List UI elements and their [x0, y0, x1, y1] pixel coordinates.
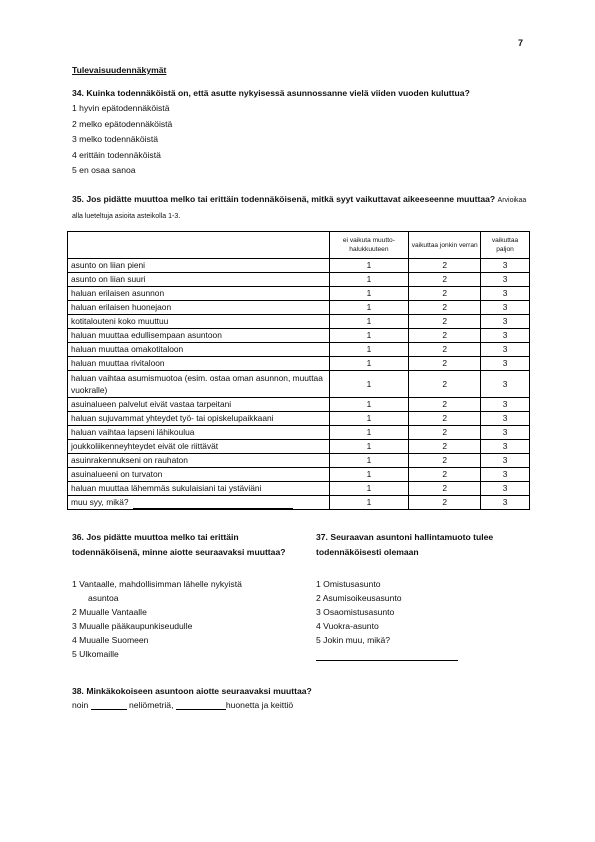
question-37-title: 37. Seuraavan asuntoni hallintamuoto tulee todennäköisesti olemaan — [316, 532, 494, 557]
reason-label: asuinalueeni on turvaton — [68, 468, 330, 482]
reason-label: haluan sujuvammat yhteydet työ- tai opiskelupaikkaani — [68, 412, 330, 426]
table-row — [68, 412, 530, 426]
rating-option-3[interactable]: 3 — [481, 371, 530, 398]
table-row — [68, 496, 530, 510]
q36-option[interactable]: 3 Muualle pääkaupunkiseudulle — [72, 621, 193, 631]
rating-option-3[interactable]: 3 — [481, 468, 530, 482]
rating-option-1[interactable]: 1 — [329, 371, 409, 398]
rating-option-1[interactable]: 1 — [329, 357, 409, 371]
question-36-title: 36. Jos pidätte muuttoa melko tai erittäin todennäköisenä, minne aiotte seuraavaksi muuttaa? — [72, 532, 286, 557]
table-row — [68, 454, 530, 468]
q37-option[interactable]: 5 Jokin muu, mikä? — [316, 635, 391, 645]
rating-option-2[interactable]: 2 — [409, 329, 481, 343]
rating-option-3[interactable]: 3 — [481, 343, 530, 357]
rating-option-2[interactable]: 2 — [409, 287, 481, 301]
rating-option-1[interactable]: 1 — [329, 468, 409, 482]
table-row — [68, 273, 530, 287]
q34-option[interactable]: 5 en osaa sanoa — [72, 165, 136, 175]
table-header-col2: vaikuttaa jonkin verran — [409, 232, 481, 259]
reason-label: asunto on liian suuri — [68, 273, 330, 287]
other-reason-label: muu syy, mikä? — [71, 497, 129, 508]
reason-label: asunto on liian pieni — [68, 259, 330, 273]
rating-option-1[interactable]: 1 — [329, 343, 409, 357]
rating-option-1[interactable]: 1 — [329, 273, 409, 287]
table-header-col1: ei vaikuta muutto-halukkuuteen — [329, 232, 409, 259]
reason-label: haluan erilaisen huonejaon — [68, 301, 330, 315]
rating-option-1[interactable]: 1 — [329, 398, 409, 412]
q37-option[interactable]: 4 Vuokra-asunto — [316, 621, 379, 631]
rating-option-3[interactable]: 3 — [481, 301, 530, 315]
rating-option-2[interactable]: 2 — [409, 357, 481, 371]
table-row — [68, 329, 530, 343]
table-row — [68, 440, 530, 454]
rating-option-3[interactable]: 3 — [481, 259, 530, 273]
rating-option-3[interactable]: 3 — [481, 287, 530, 301]
rating-option-2[interactable]: 2 — [409, 426, 481, 440]
reason-label: asuinalueen palvelut eivät vastaa tarpeitani — [68, 398, 330, 412]
table-header-row — [68, 232, 530, 259]
table-row — [68, 398, 530, 412]
rooms-blank[interactable] — [176, 709, 226, 710]
rating-option-3[interactable]: 3 — [481, 398, 530, 412]
table-row — [68, 357, 530, 371]
q34-option[interactable]: 4 erittäin todennäköistä — [72, 149, 161, 160]
question-36-options — [72, 577, 242, 661]
rating-option-3[interactable]: 3 — [481, 426, 530, 440]
rating-option-3[interactable]: 3 — [481, 273, 530, 287]
rating-option-2[interactable]: 2 — [409, 273, 481, 287]
table-row — [68, 259, 530, 273]
rating-option-2[interactable]: 2 — [409, 398, 481, 412]
q35-note: Arvioikaa alla lueteltuja asioita asteikolla 1-3. — [72, 197, 527, 220]
question-38-answer — [72, 700, 293, 710]
rating-option-1[interactable]: 1 — [329, 440, 409, 454]
rating-option-3[interactable]: 3 — [481, 357, 530, 371]
rating-option-1[interactable]: 1 — [329, 301, 409, 315]
reason-label: haluan vaihtaa lapseni lähikoulua — [68, 426, 330, 440]
table-row — [68, 287, 530, 301]
q38-unit2: huonetta ja keittiö — [225, 700, 294, 710]
reason-label: asuinrakennukseni on rauhaton — [68, 454, 330, 468]
q34-option[interactable]: 3 melko todennäköistä — [72, 134, 158, 144]
rating-option-2[interactable]: 2 — [409, 468, 481, 482]
question-35-title — [72, 192, 530, 224]
rating-option-2[interactable]: 2 — [409, 371, 481, 398]
rating-option-1[interactable]: 1 — [329, 412, 409, 426]
rating-option-1[interactable]: 1 — [329, 426, 409, 440]
rating-option-3[interactable]: 3 — [481, 315, 530, 329]
q36-option[interactable]: 1 Vantaalle, mahdollisimman lähelle nykyistä — [72, 579, 242, 589]
page-number: 7 — [518, 38, 524, 48]
table-row — [68, 315, 530, 329]
question-37-options — [316, 577, 458, 663]
table-row — [68, 301, 530, 315]
q36-option-continuation: asuntoa — [88, 593, 119, 603]
rating-option-3[interactable]: 3 — [481, 496, 530, 510]
rating-option-2[interactable]: 2 — [409, 259, 481, 273]
q36-option[interactable]: 5 Ulkomaille — [72, 649, 119, 659]
reason-label: haluan muuttaa edullisempaan asuntoon — [68, 329, 330, 343]
reason-label: haluan muuttaa lähemmäs sukulaisiani tai ystäviäni — [68, 482, 330, 496]
rating-option-2[interactable]: 2 — [409, 343, 481, 357]
q34-option[interactable]: 1 hyvin epätodennäköistä — [72, 103, 170, 113]
reason-label — [68, 496, 330, 510]
q36-option[interactable]: 2 Muualle Vantaalle — [72, 607, 147, 617]
reason-label: haluan vaihtaa asumismuotoa (esim. ostaa oman asunnon, muuttaa vuokralle) — [68, 371, 330, 398]
question-34-title: 34. Kuinka todennäköistä on, että asutte nykyisessä asunnossanne vielä viiden vuoden kuluttua? — [72, 88, 470, 98]
rating-option-2[interactable]: 2 — [409, 412, 481, 426]
table-header-blank — [68, 232, 330, 259]
q34-option[interactable]: 2 melko epätodennäköistä — [72, 118, 173, 129]
rating-option-1[interactable]: 1 — [329, 259, 409, 273]
question-34-options — [72, 101, 172, 179]
rating-option-2[interactable]: 2 — [409, 301, 481, 315]
rating-option-2[interactable]: 2 — [409, 496, 481, 510]
rating-option-1[interactable]: 1 — [329, 329, 409, 343]
section-title: Tulevaisuudennäkymät — [72, 65, 167, 75]
rating-option-1[interactable]: 1 — [329, 482, 409, 496]
rating-option-1[interactable]: 1 — [329, 496, 409, 510]
reason-label: joukkoliikenneyhteydet eivät ole riittävät — [68, 440, 330, 454]
question-38-title: 38. Minkäkokoiseen asuntoon aiotte seuraavaksi muuttaa? — [72, 686, 312, 696]
reason-label: haluan muuttaa omakotitaloon — [68, 343, 330, 357]
rating-option-1[interactable]: 1 — [329, 454, 409, 468]
table-row — [68, 343, 530, 357]
reason-label: kotitalouteni koko muuttuu — [68, 315, 330, 329]
q38-prefix: noin — [72, 700, 89, 710]
rating-option-2[interactable]: 2 — [409, 454, 481, 468]
q37-other-answer-line[interactable] — [316, 660, 458, 661]
table-header-col3: vaikuttaa paljon — [481, 232, 530, 259]
rating-option-1[interactable]: 1 — [329, 287, 409, 301]
table-row — [68, 426, 530, 440]
reason-label: haluan erilaisen asunnon — [68, 287, 330, 301]
rating-option-1[interactable]: 1 — [329, 315, 409, 329]
table-row — [68, 371, 530, 398]
table-row — [68, 468, 530, 482]
q37-option[interactable]: 2 Asumisoikeusasunto — [316, 593, 402, 603]
rating-option-3[interactable]: 3 — [481, 454, 530, 468]
reasons-table — [67, 231, 530, 510]
other-reason-answer-line[interactable] — [133, 508, 293, 509]
q35-title-text: 35. Jos pidätte muuttoa melko tai erittäin todennäköisenä, mitkä syyt vaikuttavat aikeeseenne muuttaa? — [72, 194, 496, 204]
q38-unit1: neliömetriä, — [129, 700, 174, 710]
reason-label: haluan muuttaa rivitaloon — [68, 357, 330, 371]
q37-option[interactable]: 3 Osaomistusasunto — [316, 607, 395, 617]
rating-option-3[interactable]: 3 — [481, 482, 530, 496]
rating-option-3[interactable]: 3 — [481, 440, 530, 454]
rating-option-3[interactable]: 3 — [481, 412, 530, 426]
square-meters-blank[interactable] — [91, 709, 127, 710]
rating-option-2[interactable]: 2 — [409, 440, 481, 454]
rating-option-2[interactable]: 2 — [409, 482, 481, 496]
rating-option-2[interactable]: 2 — [409, 315, 481, 329]
q37-option[interactable]: 1 Omistusasunto — [316, 579, 381, 589]
q36-option[interactable]: 4 Muualle Suomeen — [72, 635, 149, 645]
rating-option-3[interactable]: 3 — [481, 329, 530, 343]
table-row — [68, 482, 530, 496]
